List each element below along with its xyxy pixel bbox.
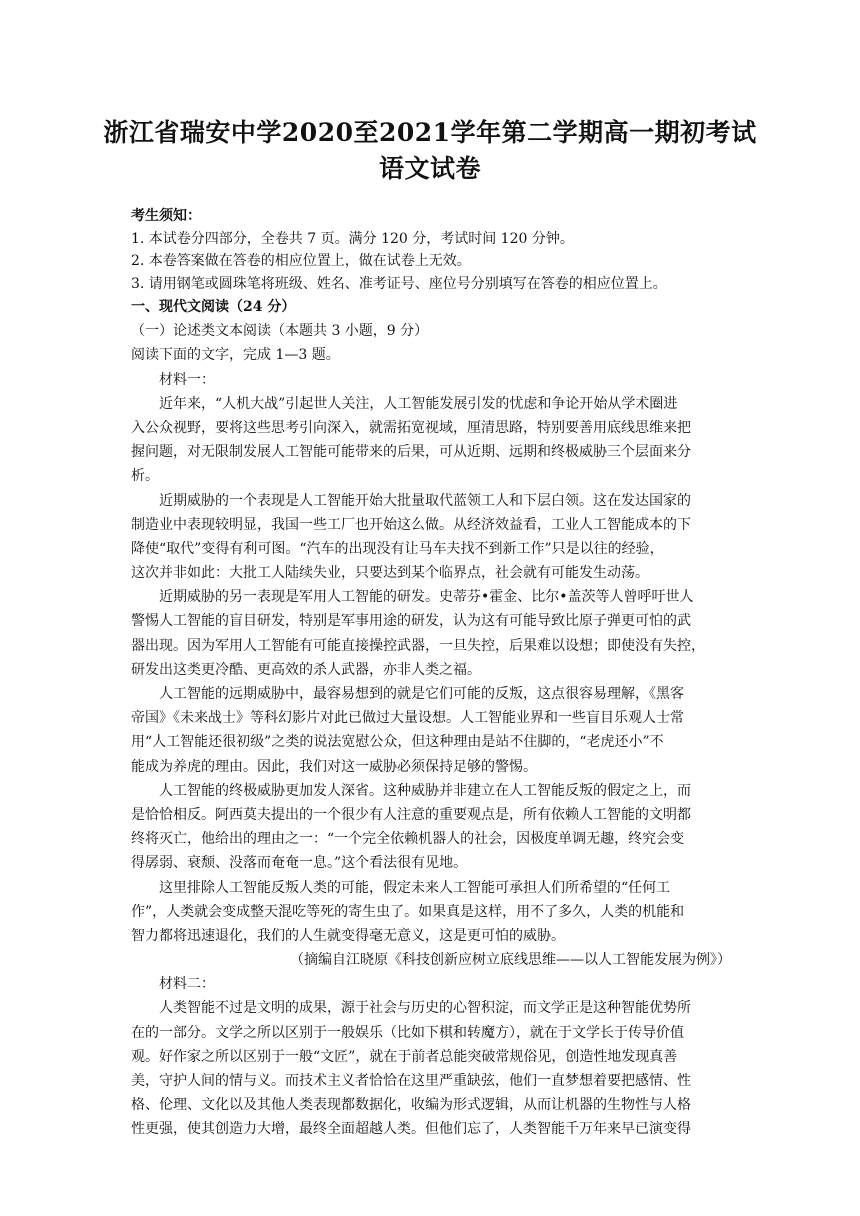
paragraph-line: 得孱弱、衰颓、没落而奄奄一息。”这个看法很有见地。	[131, 855, 468, 872]
paragraph-line: 器出现。因为军用人工智能有可能直接操控武器，一旦失控，后果难以设想；即使没有失控，	[131, 637, 705, 654]
paragraph-line: 降使“取代”变得有利可图。“汽车的出现没有让马车夫找不到新工作”只是以往的经验，	[131, 540, 664, 557]
paragraph-line: 近期威胁的一个表现是人工智能开始大批量取代蓝领工人和下层白领。这在发达国家的	[159, 492, 691, 509]
exam-subtitle: 语文试卷	[378, 154, 481, 183]
paragraph-line: 终将灭亡，他给出的理由之一：“一个完全依赖机器人的社会，因极度单调无趣，终究会变	[131, 831, 685, 848]
exam-title: 浙江省瑞安中学2020至2021学年第二学期高一期初考试	[103, 118, 757, 147]
paragraph-line: 能成为养虎的理由。因此，我们对这一威胁必须保持足够的警惕。	[131, 758, 537, 775]
paragraph	[131, 392, 731, 489]
paragraph-line: 这里排除人工智能反叛人类的可能，假定未来人工智能可承担人们所希望的“任何工	[159, 879, 671, 896]
paragraph-line: 制造业中表现较明显，我国一些工厂也开始这么做。从经济效益看，工业人工智能成本的下	[131, 516, 691, 533]
material-label: 材料一：	[159, 371, 215, 388]
paragraph-line: 用“人工智能还很初级”之类的说法宽慰公众，但这种理由是站不住脚的，“老虎还小”不	[131, 734, 664, 751]
paragraph	[131, 996, 731, 1141]
paragraph-line: 这次并非如此：大批工人陆续失业，只要达到某个临界点，社会就有可能发生动荡。	[131, 565, 649, 582]
exam-notice	[131, 205, 731, 295]
paragraph-line: 性更强，使其创造力大增，最终全面超越人类。但他们忘了，人类智能千万年来早已演变得	[131, 1121, 691, 1138]
paragraph-line: 智力都将迅速退化，我们的人生就变得毫无意义，这是更可怕的威胁。	[131, 927, 565, 944]
paragraph	[131, 489, 731, 586]
paragraph	[131, 876, 731, 949]
section-heading: 一、现代文阅读（24 分）	[131, 299, 296, 315]
notice-heading: 考生须知：	[131, 208, 201, 224]
paragraph-line: 美，守护人间的情与义。而技术主义者恰恰在这里严重缺弦，他们一直梦想着要把感情、性	[131, 1073, 691, 1089]
paragraph-line: 析。	[131, 468, 159, 485]
notice-item: 2. 本卷答案做在答卷的相应位置上，做在试卷上无效。	[131, 253, 471, 269]
paragraph	[131, 682, 731, 779]
paragraph-line: 作”，人类就会变成整天混吃等死的寄生虫了。如果真是这样，用不了多久，人类的机能和	[131, 903, 685, 920]
paragraph-line: 近期威胁的另一表现是军用人工智能的研发。史蒂芬•霍金、比尔•盖茨等人曾呼吁世人	[159, 589, 694, 606]
paragraph-line: 警惕人工智能的盲目研发，特别是军事用途的研发，认为这有可能导致比原子弹更可怕的武	[131, 613, 691, 630]
paragraph-line: 近年来，“人机大战”引起世人关注，人工智能发展引发的忧虑和争论开始从学术圈进	[159, 395, 678, 412]
material-label: 材料二：	[159, 976, 215, 993]
notice-item: 3. 请用钢笔或圆珠笔将班级、姓名、准考证号、座位号分别填写在答卷的相应位置上。	[131, 275, 667, 292]
paragraph	[131, 779, 731, 876]
paragraph-line: 握问题，对无限制发展人工智能可能带来的后果，可从近期、远期和终极威胁三个层面来分	[131, 444, 691, 461]
reading-instruction: 阅读下面的文字，完成 1—3 题。	[131, 347, 340, 364]
subsection-heading: （一）论述类文本阅读（本题共 3 小题，9 分）	[131, 323, 429, 340]
paragraph-line: 研发出这类更冷酷、更高效的杀人武器，亦非人类之福。	[131, 661, 481, 678]
paragraph-line: 格、伦理、文化以及其他人类表现都数据化，收编为形式逻辑，从而让机器的生物性与人格	[131, 1097, 691, 1114]
paragraph-line: 帝国》《未来战士》等科幻影片对此已做过大量设想。人工智能业界和一些盲目乐观人士常	[131, 710, 684, 727]
paragraph-line: 人类智能不过是文明的成果，源于社会与历史的心智积淀，而文学正是这种智能优势所	[159, 1000, 691, 1017]
paragraph-line: 观。好作家之所以区别于一般“文匠”，就在于前者总能突破常规俗见，创造性地发现真善	[131, 1048, 678, 1065]
paragraph-line: 入公众视野，要将这些思考引向深入，就需拓宽视域，厘清思路，特别要善用底线思维来把	[131, 419, 691, 436]
section-modern-reading	[131, 295, 731, 1142]
source-citation: （摘编自江晓原《科技创新应树立底线思维——以人工智能发展为例》）	[290, 952, 731, 969]
paragraph-line: 是恰恰相反。阿西莫夫提出的一个很少有人注意的重要观点是，所有依赖人工智能的文明都	[131, 806, 691, 823]
paragraph-line: 人工智能的远期威胁中，最容易想到的就是它们可能的反叛，这点很容易理解，《黑客	[159, 686, 684, 702]
paragraph-line: 在的一部分。文学之所以区别于一般娱乐（比如下棋和转魔方），就在于文学长于传导价值	[131, 1024, 684, 1041]
paragraph-line: 人工智能的终极威胁更加发人深省。这种威胁并非建立在人工智能反叛的假定之上，而	[159, 782, 691, 799]
paragraph	[131, 585, 731, 682]
notice-item: 1. 本试卷分四部分，全卷共 7 页。满分 120 分，考试时间 120 分钟。	[131, 230, 574, 247]
